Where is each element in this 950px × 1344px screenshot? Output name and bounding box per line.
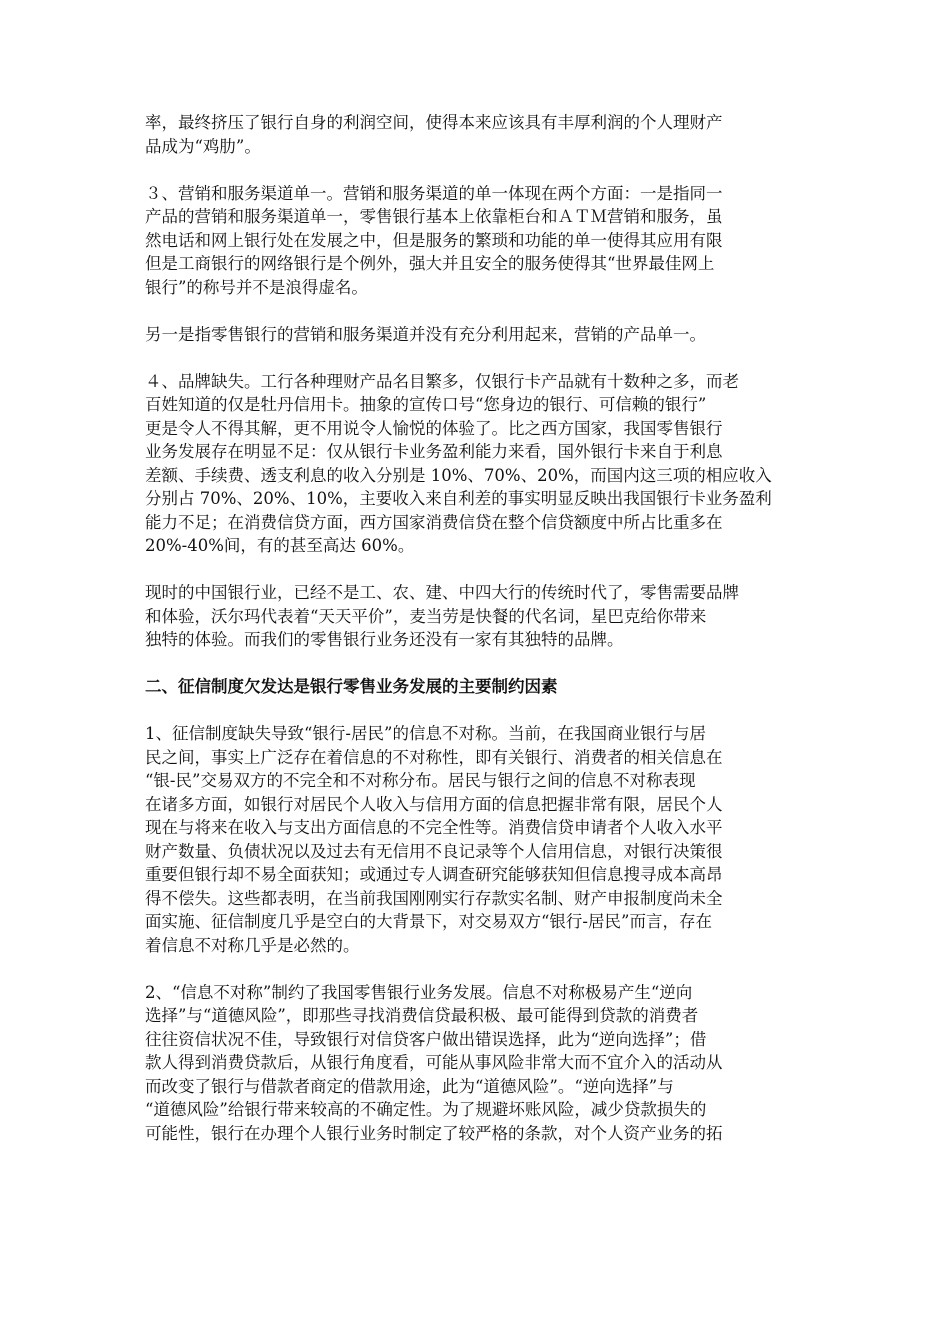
- text-line: “银-民”交易双方的不完全和不对称分布。居民与银行之间的信息不对称表现: [145, 771, 696, 790]
- text-line: 另一是指零售银行的营销和服务渠道并没有充分利用起来，营销的产品单一。: [145, 324, 706, 344]
- text-line: 率，最终挤压了银行自身的利润空间，使得本来应该具有丰厚利润的个人理财产: [145, 113, 723, 132]
- text-line: ３、营销和服务渠道单一。营销和服务渠道的单一体现在两个方面：一是指同一: [145, 183, 723, 203]
- text-line: 可能性，银行在办理个人银行业务时制定了较严格的条款，对个人资产业务的拓: [145, 1123, 723, 1143]
- text-line: 在诸多方面，如银行对居民个人收入与信用方面的信息把握非常有限，居民个人: [145, 794, 723, 814]
- document-page: [145, 111, 805, 1169]
- text-line: 分别占 70%、20%、10%，主要收入来自利差的事实明显反映出我国银行卡业务盈利: [145, 489, 772, 508]
- text-line: 能力不足；在消费信贷方面，西方国家消费信贷在整个信贷额度中所占比重多在: [145, 512, 723, 532]
- text-line: 往往资信状况不佳，导致银行对信贷客户做出错误选择，此为“逆向选择”；借: [145, 1029, 707, 1049]
- text-line: 财产数量、负债状况以及过去有无信用不良记录等个人信用信息，对银行决策很: [145, 841, 723, 861]
- paragraph: [145, 323, 805, 347]
- text-line: 然电话和网上银行处在发展之中，但是服务的繁琐和功能的单一使得其应用有限: [145, 230, 723, 250]
- text-line: 1、征信制度缺失导致“银行-居民”的信息不对称。当前，在我国商业银行与居: [145, 724, 706, 743]
- section-heading: 二、征信制度欠发达是银行零售业务发展的主要制约因素: [145, 677, 558, 696]
- text-line: 现时的中国银行业，已经不是工、农、建、中四大行的传统时代了，零售需要品牌: [145, 583, 739, 602]
- paragraph: [145, 370, 805, 558]
- text-line: 差额、手续费、透支利息的收入分别是 10%、70%、20%，而国内这三项的相应收入: [145, 465, 772, 485]
- body-section-1: [145, 111, 805, 652]
- text-line: 20%-40%间，有的甚至高达 60%。: [145, 536, 415, 555]
- text-line: 百姓知道的仅是牡丹信用卡。抽象的宣传口号“您身边的银行、可信赖的银行”: [145, 395, 707, 414]
- paragraph: [145, 581, 805, 652]
- paragraph: [145, 722, 805, 957]
- text-line: 品成为“鸡肋”。: [145, 136, 261, 156]
- paragraph: [145, 182, 805, 300]
- paragraph: [145, 981, 805, 1146]
- text-line: 业务发展存在明显不足：仅从银行卡业务盈利能力来看，国外银行卡来自于利息: [145, 442, 723, 461]
- text-line: 重要但银行却不易全面获知；或通过专人调查研究能够获知但信息搜寻成本高昂: [145, 865, 723, 884]
- text-line: 面实施、征信制度几乎是空白的大背景下，对交易双方“银行-居民”而言，存在: [145, 912, 712, 931]
- text-line: 2、“信息不对称”制约了我国零售银行业务发展。信息不对称极易产生“逆向: [145, 982, 693, 1002]
- text-line: 和体验，沃尔玛代表着“天天平价”，麦当劳是快餐的代名词，星巴克给你带来: [145, 606, 707, 626]
- text-line: 款人得到消费贷款后，从银行角度看，可能从事风险非常大而不宜介入的活动从: [145, 1053, 723, 1072]
- text-line: 更是令人不得其解，更不用说令人愉悦的体验了。比之西方国家，我国零售银行: [145, 418, 723, 438]
- text-line: 而改变了银行与借款者商定的借款用途，此为“道德风险”。“逆向选择”与: [145, 1076, 674, 1096]
- text-line: “道德风险”给银行带来较高的不确定性。为了规避坏账风险，减少贷款损失的: [145, 1100, 707, 1119]
- text-line: ４、品牌缺失。工行各种理财产品名目繁多，仅银行卡产品就有十数种之多，而老: [145, 371, 739, 391]
- text-line: 但是工商银行的网络银行是个例外，强大并且安全的服务使得其“世界最佳网上: [145, 254, 715, 273]
- text-line: 选择”与“道德风险”，即那些寻找消费信贷最积极、最可能得到贷款的消费者: [145, 1006, 699, 1025]
- text-line: 得不偿失。这些都表明，在当前我国刚刚实行存款实名制、财产申报制度尚未全: [145, 888, 723, 908]
- text-line: 银行”的称号并不是浪得虚名。: [145, 277, 368, 297]
- paragraph: [145, 111, 805, 158]
- text-line: 现在与将来在收入与支出方面信息的不完全性等。消费信贷申请者个人收入水平: [145, 818, 723, 837]
- text-line: 着信息不对称几乎是必然的。: [145, 935, 360, 955]
- text-line: 独特的体验。而我们的零售银行业务还没有一家有其独特的品牌。: [145, 630, 624, 649]
- text-line: 产品的营销和服务渠道单一，零售银行基本上依靠柜台和ＡＴＭ营销和服务，虽: [145, 207, 723, 226]
- body-section-2: [145, 722, 805, 1145]
- text-line: 民之间，事实上广泛存在着信息的不对称性，即有关银行、消费者的相关信息在: [145, 747, 723, 767]
